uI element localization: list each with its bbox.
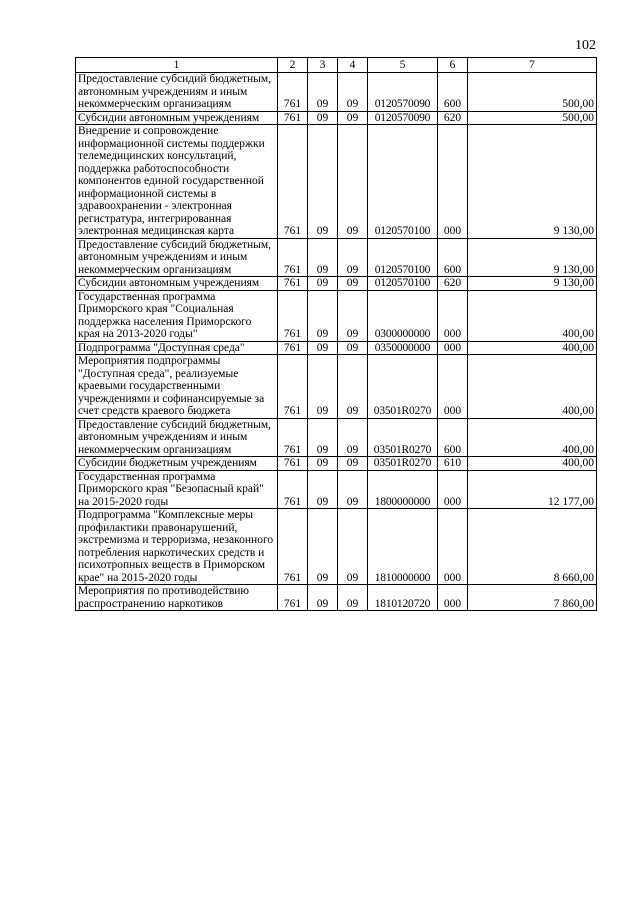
row-name: Предоставление субсидий бюджетным, автономным учреждениям и иным некоммерческим организациям xyxy=(76,418,278,457)
table-row xyxy=(76,470,597,509)
table-row xyxy=(76,585,597,611)
row-name: Предоставление субсидий бюджетным, автономным учреждениям и иным некоммерческим организациям xyxy=(76,73,278,112)
row-col6: 000 xyxy=(438,585,468,611)
row-col4: 09 xyxy=(338,125,368,239)
table-row xyxy=(76,355,597,419)
row-col4: 09 xyxy=(338,290,368,341)
row-col5: 0120570090 xyxy=(368,73,438,112)
row-col7: 9 130,00 xyxy=(468,238,597,277)
row-name: Субсидии бюджетным учреждениям xyxy=(76,457,278,471)
row-col3: 09 xyxy=(308,585,338,611)
row-col7: 9 130,00 xyxy=(468,277,597,291)
row-col3: 09 xyxy=(308,418,338,457)
row-col6: 000 xyxy=(438,470,468,509)
row-col7: 7 860,00 xyxy=(468,585,597,611)
row-col5: 0350000000 xyxy=(368,341,438,355)
row-col2: 761 xyxy=(278,111,308,125)
row-name: Субсидии автономным учреждениям xyxy=(76,111,278,125)
row-col2: 761 xyxy=(278,125,308,239)
row-col5: 03501R0270 xyxy=(368,457,438,471)
row-col5: 0120570100 xyxy=(368,238,438,277)
row-name: Мероприятия по противодействию распространению наркотиков xyxy=(76,585,278,611)
row-col6: 610 xyxy=(438,457,468,471)
row-name: Подпрограмма "Доступная среда" xyxy=(76,341,278,355)
header-row xyxy=(76,58,597,73)
row-col6: 620 xyxy=(438,111,468,125)
row-col5: 1810000000 xyxy=(368,509,438,585)
row-col4: 09 xyxy=(338,509,368,585)
row-col5: 0120570090 xyxy=(368,111,438,125)
row-col6: 000 xyxy=(438,509,468,585)
row-col3: 09 xyxy=(308,457,338,471)
row-col6: 000 xyxy=(438,355,468,419)
row-col2: 761 xyxy=(278,509,308,585)
table-row xyxy=(76,290,597,341)
table-row xyxy=(76,509,597,585)
row-col5: 0300000000 xyxy=(368,290,438,341)
row-col6: 000 xyxy=(438,290,468,341)
row-col7: 400,00 xyxy=(468,418,597,457)
row-col2: 761 xyxy=(278,457,308,471)
row-col2: 761 xyxy=(278,277,308,291)
table-row xyxy=(76,111,597,125)
row-col4: 09 xyxy=(338,585,368,611)
row-col6: 600 xyxy=(438,238,468,277)
header-col-1: 1 xyxy=(76,58,278,73)
row-col7: 8 660,00 xyxy=(468,509,597,585)
row-name: Внедрение и сопровождение информационной системы поддержки телемедицинских консультаций, поддержка работоспособности компонентов единой государственной информационной системы в здравоохранении - электронная регистратура, интегрированная электронная медицинская карта xyxy=(76,125,278,239)
row-col2: 761 xyxy=(278,355,308,419)
table-row xyxy=(76,341,597,355)
header-col-6: 6 xyxy=(438,58,468,73)
header-col-4: 4 xyxy=(338,58,368,73)
table-row xyxy=(76,418,597,457)
row-col3: 09 xyxy=(308,73,338,112)
row-col4: 09 xyxy=(338,341,368,355)
row-col5: 03501R0270 xyxy=(368,418,438,457)
row-name: Государственная программа Приморского края "Социальная поддержка населения Приморского края на 2013-2020 годы" xyxy=(76,290,278,341)
row-col6: 620 xyxy=(438,277,468,291)
row-col6: 000 xyxy=(438,341,468,355)
header-col-7: 7 xyxy=(468,58,597,73)
row-col3: 09 xyxy=(308,355,338,419)
header-col-2: 2 xyxy=(278,58,308,73)
row-col2: 761 xyxy=(278,73,308,112)
row-col3: 09 xyxy=(308,470,338,509)
page-number: 102 xyxy=(575,38,596,53)
header-col-5: 5 xyxy=(368,58,438,73)
row-col5: 0120570100 xyxy=(368,277,438,291)
row-col5: 03501R0270 xyxy=(368,355,438,419)
row-name: Субсидии автономным учреждениям xyxy=(76,277,278,291)
header-col-3: 3 xyxy=(308,58,338,73)
row-col3: 09 xyxy=(308,290,338,341)
row-col5: 1800000000 xyxy=(368,470,438,509)
row-col2: 761 xyxy=(278,341,308,355)
row-name: Подпрограмма "Комплексные меры профилактики правонарушений, экстремизма и терроризма, незаконного потребления наркотических средств и психотропных веществ в Приморском крае" на 2015-2020 годы xyxy=(76,509,278,585)
row-col2: 761 xyxy=(278,238,308,277)
row-col4: 09 xyxy=(338,355,368,419)
row-col7: 400,00 xyxy=(468,341,597,355)
row-col7: 500,00 xyxy=(468,111,597,125)
table-row xyxy=(76,238,597,277)
row-name: Государственная программа Приморского края "Безопасный край" на 2015-2020 годы xyxy=(76,470,278,509)
row-col6: 000 xyxy=(438,125,468,239)
row-col3: 09 xyxy=(308,111,338,125)
row-col4: 09 xyxy=(338,470,368,509)
row-name: Предоставление субсидий бюджетным, автономным учреждениям и иным некоммерческим организациям xyxy=(76,238,278,277)
row-col2: 761 xyxy=(278,585,308,611)
row-col3: 09 xyxy=(308,277,338,291)
row-col2: 761 xyxy=(278,470,308,509)
row-col7: 400,00 xyxy=(468,355,597,419)
row-col7: 400,00 xyxy=(468,290,597,341)
row-col3: 09 xyxy=(308,509,338,585)
row-col5: 0120570100 xyxy=(368,125,438,239)
table-row xyxy=(76,73,597,112)
row-col4: 09 xyxy=(338,238,368,277)
row-col4: 09 xyxy=(338,457,368,471)
row-col5: 1810120720 xyxy=(368,585,438,611)
row-col2: 761 xyxy=(278,290,308,341)
row-col4: 09 xyxy=(338,418,368,457)
table-row xyxy=(76,457,597,471)
row-col7: 400,00 xyxy=(468,457,597,471)
row-col7: 12 177,00 xyxy=(468,470,597,509)
table-row xyxy=(76,125,597,239)
row-col7: 500,00 xyxy=(468,73,597,112)
row-col4: 09 xyxy=(338,277,368,291)
row-name: Мероприятия подпрограммы "Доступная среда", реализуемые краевыми государственными учреждениями и софинансируемые за счет средств краевого бюджета xyxy=(76,355,278,419)
row-col4: 09 xyxy=(338,111,368,125)
row-col7: 9 130,00 xyxy=(468,125,597,239)
row-col3: 09 xyxy=(308,125,338,239)
row-col6: 600 xyxy=(438,418,468,457)
table-row xyxy=(76,277,597,291)
row-col6: 600 xyxy=(438,73,468,112)
budget-table xyxy=(75,57,597,611)
row-col2: 761 xyxy=(278,418,308,457)
row-col3: 09 xyxy=(308,341,338,355)
row-col3: 09 xyxy=(308,238,338,277)
row-col4: 09 xyxy=(338,73,368,112)
